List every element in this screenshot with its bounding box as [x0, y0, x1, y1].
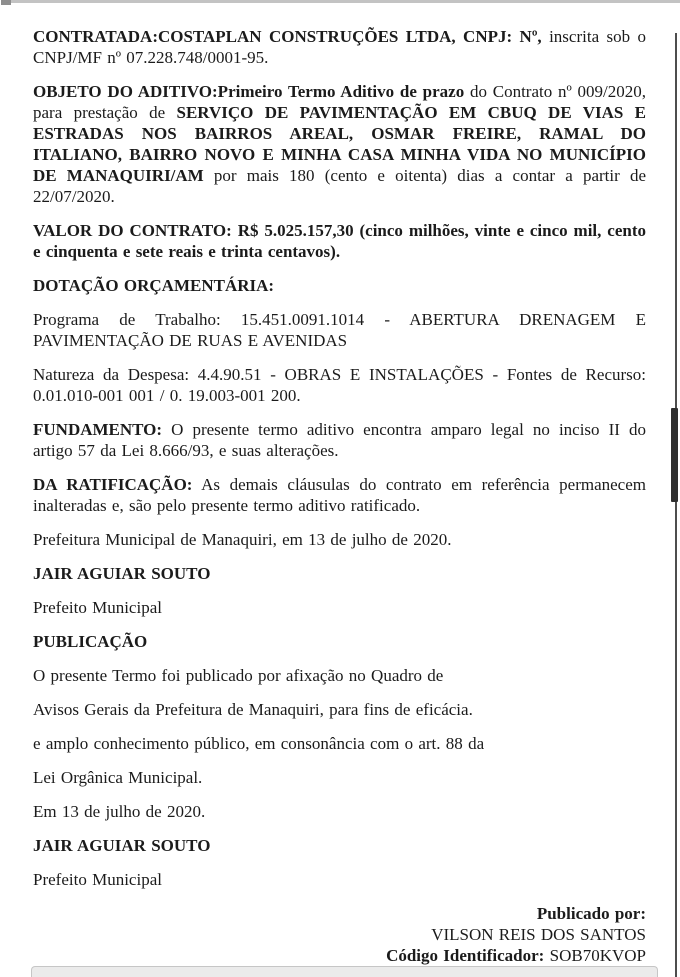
text-run-bold: VALOR DO CONTRATO: R$ 5.025.157,30 (cinco milhões, vinte e cinco mil, cento e cinquenta e sete reais e trinta centavos). — [33, 221, 646, 261]
text-run: Prefeitura Municipal de Manaquiri, em 13 de julho de 2020. — [33, 530, 452, 549]
signature-title — [33, 597, 646, 618]
text-run: As demais cláusulas do contrato em referência permanecem inalteradas e, são pelo presente termo aditivo ratificado. — [33, 475, 646, 515]
text-run-bold: JAIR AGUIAR SOUTO — [33, 564, 211, 583]
text-run: do Contrato nº 009/2020, para prestação de — [33, 82, 646, 122]
text-run: e amplo conhecimento público, em consonância com o art. 88 da — [33, 734, 485, 753]
text-run-bold: PUBLICAÇÃO — [33, 632, 148, 651]
text-run-bold: Código Identificador: — [386, 946, 545, 965]
para-publicacao-linha-4 — [33, 767, 646, 788]
text-run-bold: FUNDAMENTO: — [33, 420, 163, 439]
signature-name — [33, 563, 646, 584]
text-run-bold: JAIR AGUIAR SOUTO — [33, 836, 211, 855]
text-run: Prefeito Municipal — [33, 598, 162, 617]
text-run: Lei Orgânica Municipal. — [33, 768, 203, 787]
horizontal-scrollbar[interactable] — [31, 966, 658, 977]
text-run-bold: CONTRATADA:COSTAPLAN CONSTRUÇÕES LTDA, CNPJ: Nº, — [33, 27, 542, 46]
para-natureza-despesa — [33, 364, 646, 406]
para-contratada — [33, 26, 646, 68]
text-run: SOB70KVOP — [544, 946, 646, 965]
signature-name-2 — [33, 835, 646, 856]
text-run: Em 13 de julho de 2020. — [33, 802, 206, 821]
para-data-publicacao — [33, 801, 646, 822]
codigo-identificador — [33, 945, 646, 966]
text-run-bold: DOTAÇÃO ORÇAMENTÁRIA: — [33, 276, 275, 295]
text-run: O presente termo aditivo encontra amparo legal no inciso II do artigo 57 da Lei 8.666/93, e suas alterações. — [33, 420, 646, 460]
text-run: Natureza da Despesa: 4.4.90.51 - OBRAS E INSTALAÇÕES - Fontes de Recurso: 0.01.010-001 001 / 0. 19.003-001 200. — [33, 365, 646, 405]
text-run-bold: SERVIÇO DE PAVIMENTAÇÃO EM CBUQ DE VIAS E ESTRADAS NOS BAIRROS AREAL, OSMAR FREIRE, RAMAL DO ITALIANO, BAIRRO NOVO E MINHA CASA MINHA VIDA NO MUNICÍPIO DE MANAQUIRI/AM — [33, 103, 646, 185]
para-publicacao-linha-3 — [33, 733, 646, 754]
heading-publicacao — [33, 631, 646, 652]
signature-title-2 — [33, 869, 646, 890]
publicado-por-label — [33, 903, 646, 924]
top-divider-cap — [1, 0, 11, 5]
para-publicacao-linha-2 — [33, 699, 646, 720]
text-run: O presente Termo foi publicado por afixação no Quadro de — [33, 666, 444, 685]
heading-dotacao — [33, 275, 646, 296]
vertical-scrollbar-thumb[interactable] — [671, 408, 678, 502]
text-run: Avisos Gerais da Prefeitura de Manaquiri, para fins de eficácia. — [33, 700, 473, 719]
publicado-por-nome — [33, 924, 646, 945]
para-ratificacao — [33, 474, 646, 516]
text-run-bold: OBJETO DO ADITIVO:Primeiro Termo Aditivo de prazo — [33, 82, 465, 101]
para-fundamento — [33, 419, 646, 461]
text-run: inscrita sob o CNPJ/MF nº 07.228.748/0001-95. — [33, 27, 646, 67]
para-publicacao-linha-1 — [33, 665, 646, 686]
text-run: por mais 180 (cento e oitenta) dias a contar a partir de 22/07/2020. — [33, 166, 646, 206]
para-local-data — [33, 529, 646, 550]
para-valor — [33, 220, 646, 262]
document-page — [33, 26, 646, 966]
para-programa-trabalho — [33, 309, 646, 351]
text-run-bold: Publicado por: — [536, 904, 646, 923]
text-run-bold: DA RATIFICAÇÃO: — [33, 475, 193, 494]
para-objeto — [33, 81, 646, 207]
top-divider — [5, 0, 680, 3]
text-run: VILSON REIS DOS SANTOS — [431, 925, 646, 944]
page-right-border — [675, 33, 677, 977]
text-run: Programa de Trabalho: 15.451.0091.1014 - ABERTURA DRENAGEM E PAVIMENTAÇÃO DE RUAS E AVENIDAS — [33, 310, 646, 350]
text-run: Prefeito Municipal — [33, 870, 162, 889]
